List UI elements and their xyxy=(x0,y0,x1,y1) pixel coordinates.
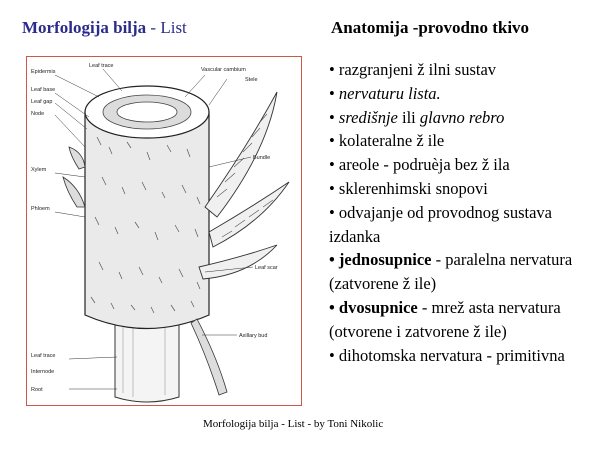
pith xyxy=(117,102,177,122)
lower-stem-shape xyxy=(115,319,179,402)
bullet-3-italic-a: središnje xyxy=(338,107,398,127)
bullet-3-italic-b: glavno rebro xyxy=(419,107,505,127)
bullet-5: • areole - podruèja bez ž ila xyxy=(329,155,510,175)
label-vascular-cambium: Vascular cambium xyxy=(201,67,246,73)
bullet-9: • dvosupnice - mrež asta nervatura (otvorene i zatvorene ž ile) xyxy=(329,297,561,341)
bullet-9-bold: • dvosupnice xyxy=(329,297,418,317)
bullet-list xyxy=(329,58,589,367)
bullet-4: • kolateralne ž ile xyxy=(329,131,445,151)
leaf-fronds xyxy=(199,92,289,279)
label-leaf-base: Leaf base xyxy=(31,87,56,93)
title-topic: Morfologija bilja xyxy=(22,18,147,37)
label-leaf-trace-lower: Leaf trace xyxy=(31,353,56,359)
label-xylem: Xylem xyxy=(31,167,47,173)
slide-footer: Morfologija bilja - List - by Toni Nikolic xyxy=(203,418,384,430)
bullet-8: • jednosupnice - paralelna nervatura (zatvorene ž ile) xyxy=(329,250,573,294)
bullet-8-bold: • jednosupnice xyxy=(329,250,432,270)
stem-drawing xyxy=(27,57,303,407)
slide-title-left xyxy=(22,18,187,38)
bullet-3: • središnje ili glavno rebro xyxy=(329,107,505,127)
label-node: Node xyxy=(31,111,45,117)
bullet-1: • razgranjeni ž ilni sustav xyxy=(329,60,497,79)
label-leaf-scar: Leaf scar xyxy=(255,265,278,271)
bullet-10: • dihotomska nervatura - primitivna xyxy=(329,345,565,365)
label-leaf-trace: Leaf trace xyxy=(89,63,114,69)
label-root: Root xyxy=(31,387,43,393)
label-bundle: Bundle xyxy=(253,155,271,161)
label-axillary-bud: Axillary bud xyxy=(239,333,268,339)
bullet-2: • nervaturu lista. xyxy=(329,83,441,103)
bullet-2-italic: nervaturu lista. xyxy=(338,83,441,103)
slide-title-right: Anatomija -provodno tkivo xyxy=(331,18,530,37)
label-epidermis: Epidermis xyxy=(31,69,56,75)
stem-body xyxy=(85,112,209,329)
label-leaf-gap: Leaf gap xyxy=(31,99,53,105)
bullet-6: • sklerenhimski snopovi xyxy=(329,178,488,198)
stem-anatomy-illustration xyxy=(26,56,302,406)
bullet-7: • odvajanje od provodnog sustava izdanka xyxy=(329,202,552,246)
label-phloem: Phloem xyxy=(31,206,50,212)
label-stele: Stele xyxy=(245,77,258,83)
label-internode: Internode xyxy=(31,369,55,375)
title-subtopic: - List xyxy=(146,18,187,37)
